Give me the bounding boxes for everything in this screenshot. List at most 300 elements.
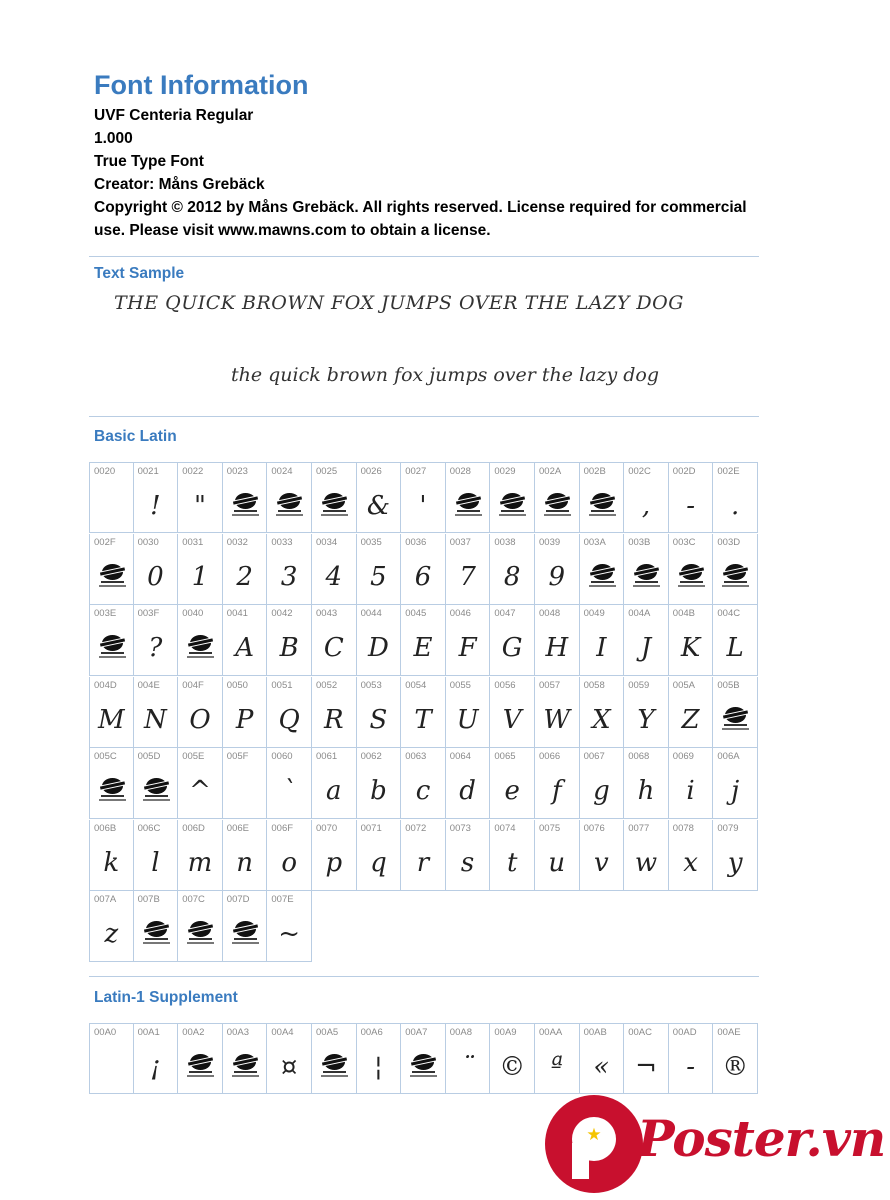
placeholder-badge-icon (232, 493, 259, 519)
glyph-sample: j (731, 776, 740, 806)
glyph-cell (490, 820, 535, 891)
font-version: 1.000 (94, 130, 133, 147)
glyph-sample: 7 (459, 561, 476, 592)
glyph-cell (490, 605, 535, 676)
glyph-code: 0029 (494, 466, 516, 477)
glyph-cell (89, 891, 134, 962)
placeholder-badge-icon (99, 564, 126, 590)
glyph-code: 005B (717, 679, 740, 691)
glyph-code: 0068 (628, 751, 650, 762)
poster-logo-icon: ★ (545, 1095, 643, 1193)
glyph-code: 007E (271, 894, 294, 905)
glyph-code: 00A3 (226, 1027, 249, 1038)
glyph-cell (580, 748, 625, 819)
glyph-code: 0057 (539, 679, 561, 691)
glyph-sample: a (326, 776, 342, 806)
glyph-code: 004A (628, 608, 651, 619)
glyph-code: 0078 (672, 822, 694, 834)
glyph-code: 0020 (94, 466, 116, 477)
glyph-code: 0070 (316, 822, 338, 834)
glyph-code: 0023 (226, 466, 248, 477)
glyph-cell (446, 677, 491, 748)
glyph-code: 0021 (137, 466, 159, 477)
glyph-cell (223, 891, 268, 962)
glyph-code: 0059 (628, 679, 650, 691)
glyph-code: 0048 (539, 608, 561, 619)
glyph-cell (89, 748, 134, 819)
glyph-code: 003E (94, 608, 117, 619)
font-creator: Creator: Måns Grebäck (94, 176, 265, 193)
glyph-cell (312, 534, 357, 605)
glyph-sample: F (458, 633, 477, 663)
glyph-code: 0063 (405, 751, 427, 762)
divider (89, 256, 759, 257)
glyph-sample: O (189, 704, 211, 735)
glyph-grid-latin-1 (89, 1023, 759, 1095)
glyph-sample: V (502, 704, 522, 735)
glyph-code: 0065 (494, 751, 516, 762)
glyph-code: 004B (672, 608, 695, 619)
glyph-cell (89, 462, 134, 533)
placeholder-badge-icon (722, 564, 749, 590)
glyph-sample: E (413, 633, 433, 663)
glyph-code: 004C (717, 608, 741, 619)
glyph-sample: Y (637, 704, 655, 735)
glyph-code: 0031 (182, 536, 204, 548)
glyph-cell (267, 1023, 312, 1094)
glyph-cell (178, 605, 223, 676)
glyph-sample: s (460, 847, 475, 878)
glyph-code: 0025 (316, 466, 338, 477)
placeholder-badge-icon (589, 564, 616, 590)
glyph-cell (357, 534, 402, 605)
placeholder-badge-icon (321, 493, 348, 519)
font-meta (94, 104, 754, 242)
glyph-code: 00AE (717, 1027, 741, 1038)
glyph-code: 0061 (316, 751, 338, 762)
watermark-text: Poster.vn (637, 1109, 886, 1168)
glyph-sample: R (324, 704, 344, 735)
glyph-code: 005C (94, 751, 117, 762)
glyph-code: 006C (137, 822, 161, 834)
glyph-cell (446, 605, 491, 676)
glyph-sample: p (325, 847, 343, 878)
glyph-code: 00A2 (182, 1027, 205, 1038)
glyph-code: 007C (182, 894, 205, 905)
glyph-cell (446, 748, 491, 819)
glyph-cell (401, 605, 446, 676)
glyph-sample: P (235, 704, 254, 735)
glyph-cell (178, 462, 223, 533)
glyph-code: 0069 (672, 751, 694, 762)
glyph-cell (713, 677, 758, 748)
glyph-sample: ¤ (280, 1052, 298, 1082)
placeholder-badge-icon (187, 635, 214, 661)
glyph-sample: C (323, 633, 344, 663)
glyph-cell (490, 1023, 535, 1094)
glyph-code: 007D (226, 894, 250, 905)
glyph-code: 0044 (360, 608, 382, 619)
glyph-code: 0062 (360, 751, 382, 762)
placeholder-badge-icon (232, 1054, 259, 1080)
glyph-sample: ? (148, 633, 163, 663)
glyph-sample: t (506, 847, 518, 878)
glyph-cell (267, 677, 312, 748)
glyph-cell (401, 1023, 446, 1094)
glyph-code: 002B (583, 466, 606, 477)
glyph-sample: 5 (370, 561, 387, 592)
glyph-cell (267, 820, 312, 891)
glyph-code: 005F (226, 751, 249, 762)
glyph-code: 006A (717, 751, 740, 762)
placeholder-badge-icon (678, 564, 705, 590)
glyph-sample: B (279, 633, 299, 663)
glyph-sample: x (683, 847, 698, 878)
glyph-cell (223, 748, 268, 819)
glyph-cell (267, 891, 312, 962)
glyph-cell (535, 462, 580, 533)
glyph-sample: « (593, 1052, 610, 1082)
glyph-sample: 9 (548, 561, 566, 592)
glyph-cell (178, 1023, 223, 1094)
glyph-cell (669, 677, 714, 748)
glyph-sample: i (686, 776, 695, 806)
glyph-cell (357, 677, 402, 748)
glyph-cell (624, 534, 669, 605)
glyph-sample: ® (722, 1052, 749, 1082)
glyph-cell (580, 534, 625, 605)
glyph-code: 003D (717, 536, 741, 548)
glyph-cell (267, 462, 312, 533)
placeholder-badge-icon (499, 493, 526, 519)
glyph-code: 0035 (360, 536, 382, 548)
placeholder-badge-icon (321, 1054, 348, 1080)
glyph-sample: - (686, 491, 695, 521)
glyph-code: 006B (94, 822, 117, 834)
glyph-sample: u (548, 847, 566, 878)
glyph-code: 004E (137, 679, 160, 691)
glyph-sample: X (592, 704, 611, 735)
glyph-code: 005A (672, 679, 695, 691)
glyph-sample: ¡ (150, 1052, 161, 1082)
divider (89, 416, 759, 417)
placeholder-badge-icon (99, 635, 126, 661)
glyph-sample: q (370, 847, 387, 878)
glyph-code: 0058 (583, 679, 605, 691)
glyph-cell (713, 748, 758, 819)
glyph-sample: r (416, 847, 430, 878)
glyph-cell (134, 677, 179, 748)
glyph-cell (535, 677, 580, 748)
glyph-cell (89, 1023, 134, 1094)
glyph-cell (312, 820, 357, 891)
glyph-cell (580, 1023, 625, 1094)
glyph-cell (580, 462, 625, 533)
glyph-sample: , (641, 491, 651, 521)
glyph-sample: d (459, 776, 476, 806)
glyph-sample: ! (150, 491, 161, 521)
placeholder-badge-icon (544, 493, 571, 519)
glyph-code: 0066 (539, 751, 561, 762)
glyph-sample: L (726, 633, 744, 663)
glyph-code: 0050 (226, 679, 248, 691)
glyph-cell (223, 462, 268, 533)
glyph-cell (134, 462, 179, 533)
glyph-cell (312, 462, 357, 533)
glyph-cell (178, 820, 223, 891)
glyph-sample: k (103, 847, 120, 878)
glyph-sample: A (235, 633, 254, 663)
placeholder-badge-icon (276, 493, 303, 519)
glyph-code: 0051 (271, 679, 293, 691)
glyph-sample: W (543, 704, 571, 735)
glyph-sample: G (501, 633, 523, 663)
glyph-code: 0038 (494, 536, 516, 548)
glyph-cell (446, 462, 491, 533)
glyph-cell (401, 748, 446, 819)
glyph-code: 0039 (539, 536, 561, 548)
glyph-code: 0054 (405, 679, 427, 691)
glyph-sample: . (731, 491, 740, 521)
glyph-code: 002E (717, 466, 740, 477)
glyph-sample: m (187, 847, 213, 878)
placeholder-badge-icon (633, 564, 660, 590)
glyph-code: 0053 (360, 679, 382, 691)
glyph-code: 0037 (449, 536, 471, 548)
glyph-code: 005E (182, 751, 205, 762)
glyph-cell (624, 1023, 669, 1094)
glyph-code: 0024 (271, 466, 293, 477)
glyph-cell (401, 462, 446, 533)
glyph-cell (535, 605, 580, 676)
glyph-sample: n (236, 847, 253, 878)
watermark-logo (545, 1095, 886, 1195)
glyph-cell (134, 1023, 179, 1094)
glyph-sample: ¬ (635, 1052, 657, 1082)
glyph-cell (624, 677, 669, 748)
glyph-code: 0026 (360, 466, 382, 477)
glyph-sample: g (593, 776, 610, 806)
glyph-code: 0027 (405, 466, 427, 477)
glyph-cell (134, 748, 179, 819)
glyph-sample: w (634, 847, 658, 878)
glyph-cell (713, 462, 758, 533)
glyph-code: 0045 (405, 608, 427, 619)
glyph-sample: v (594, 847, 609, 878)
glyph-sample: S (369, 704, 388, 735)
glyph-code: 0067 (583, 751, 605, 762)
glyph-sample: l (151, 847, 160, 878)
glyph-cell (267, 748, 312, 819)
glyph-cell (134, 820, 179, 891)
glyph-sample: 0 (147, 561, 164, 592)
placeholder-badge-icon (143, 778, 170, 804)
font-type: True Type Font (94, 153, 204, 170)
sample-lowercase: the quick brown fox jumps over the lazy dog (230, 364, 660, 386)
glyph-cell (312, 748, 357, 819)
glyph-code: 00A1 (137, 1027, 160, 1038)
glyph-cell (446, 820, 491, 891)
glyph-cell (446, 534, 491, 605)
glyph-cell (669, 605, 714, 676)
glyph-code: 0060 (271, 751, 293, 762)
glyph-sample: ¦ (374, 1052, 383, 1082)
glyph-cell (134, 605, 179, 676)
glyph-code: 0022 (182, 466, 204, 477)
glyph-code: 0072 (405, 822, 427, 834)
glyph-cell (267, 534, 312, 605)
glyph-cell (713, 605, 758, 676)
glyph-sample: b (370, 776, 387, 806)
glyph-sample: T (414, 704, 432, 735)
glyph-code: 002F (94, 536, 116, 548)
glyph-sample: ^ (189, 776, 211, 806)
glyph-code: 003B (628, 536, 651, 548)
placeholder-badge-icon (187, 921, 214, 947)
sample-uppercase: THE QUICK BROWN FOX JUMPS OVER THE LAZY DOG (114, 292, 684, 314)
glyph-cell (580, 677, 625, 748)
glyph-cell (401, 677, 446, 748)
placeholder-badge-icon (722, 707, 749, 733)
glyph-code: 003F (137, 608, 160, 619)
glyph-sample: ª (550, 1052, 563, 1082)
font-name: UVF Centeria Regular (94, 107, 254, 124)
glyph-cell (713, 820, 758, 891)
glyph-sample: 4 (325, 561, 343, 592)
glyph-code: 0041 (226, 608, 248, 619)
glyph-cell (669, 1023, 714, 1094)
glyph-cell (223, 534, 268, 605)
glyph-code: 0077 (628, 822, 650, 834)
glyph-cell (312, 605, 357, 676)
glyph-code: 0033 (271, 536, 293, 548)
glyph-sample: ' (419, 491, 427, 521)
glyph-cell (535, 1023, 580, 1094)
glyph-cell (357, 1023, 402, 1094)
glyph-sample: o (281, 847, 298, 878)
glyph-code: 00A9 (494, 1027, 517, 1038)
glyph-sample: J (640, 633, 652, 663)
glyph-code: 0034 (316, 536, 338, 548)
glyph-sample: 3 (280, 561, 298, 592)
glyph-sample: 6 (414, 561, 432, 592)
glyph-sample: ~ (278, 919, 301, 949)
glyph-sample: ¨ (461, 1052, 475, 1082)
glyph-code: 003C (672, 536, 696, 548)
glyph-code: 006F (271, 822, 294, 834)
glyph-code: 004D (94, 679, 117, 691)
glyph-cell (89, 677, 134, 748)
glyph-sample: 8 (503, 561, 521, 592)
glyph-code: 0079 (717, 822, 739, 834)
section-heading-basic-latin: Basic Latin (94, 428, 177, 445)
glyph-cell (624, 748, 669, 819)
glyph-cell (178, 891, 223, 962)
glyph-code: 003A (583, 536, 606, 548)
glyph-code: 004F (182, 679, 204, 691)
placeholder-badge-icon (187, 1054, 214, 1080)
glyph-cell (178, 748, 223, 819)
glyph-sample: Z (681, 704, 700, 735)
glyph-sample: " (194, 491, 206, 521)
glyph-cell (89, 605, 134, 676)
placeholder-badge-icon (455, 493, 482, 519)
glyph-cell (134, 534, 179, 605)
glyph-code: 00AA (539, 1027, 563, 1038)
glyph-cell (267, 605, 312, 676)
placeholder-badge-icon (232, 921, 259, 947)
glyph-sample: M (97, 704, 125, 735)
glyph-code: 002D (672, 466, 696, 477)
glyph-sample: 1 (191, 561, 209, 592)
glyph-cell (401, 820, 446, 891)
glyph-code: 0074 (494, 822, 516, 834)
glyph-code: 00A0 (94, 1027, 117, 1038)
glyph-sample: K (680, 633, 701, 663)
glyph-code: 005D (137, 751, 161, 762)
section-heading-text-sample: Text Sample (94, 265, 185, 282)
glyph-grid-basic-latin (89, 462, 759, 962)
glyph-cell (713, 534, 758, 605)
glyph-sample: D (367, 633, 389, 663)
glyph-code: 00A8 (449, 1027, 472, 1038)
divider (89, 976, 759, 977)
placeholder-badge-icon (143, 921, 170, 947)
glyph-cell (357, 462, 402, 533)
glyph-cell (89, 534, 134, 605)
glyph-cell (357, 748, 402, 819)
glyph-cell (624, 605, 669, 676)
glyph-cell (669, 534, 714, 605)
glyph-cell (134, 891, 179, 962)
glyph-code: 0028 (449, 466, 471, 477)
glyph-code: 00AC (628, 1027, 652, 1038)
glyph-cell (223, 820, 268, 891)
glyph-code: 006D (182, 822, 205, 834)
glyph-code: 0052 (316, 679, 338, 691)
glyph-code: 0046 (449, 608, 471, 619)
glyph-sample: h (637, 776, 655, 806)
glyph-sample: N (144, 704, 167, 735)
glyph-sample: Q (278, 704, 300, 735)
glyph-cell (178, 677, 223, 748)
glyph-sample: © (499, 1052, 526, 1082)
glyph-cell (223, 677, 268, 748)
page-title: Font Information (94, 70, 309, 100)
glyph-code: 00AD (672, 1027, 697, 1038)
glyph-cell (223, 605, 268, 676)
glyph-sample: ` (282, 776, 296, 806)
glyph-cell (312, 677, 357, 748)
glyph-code: 00A7 (405, 1027, 428, 1038)
glyph-cell (490, 748, 535, 819)
glyph-sample: H (545, 633, 569, 663)
glyph-code: 0056 (494, 679, 516, 691)
glyph-cell (535, 820, 580, 891)
glyph-cell (535, 534, 580, 605)
glyph-code: 002A (539, 466, 562, 477)
glyph-code: 00AB (583, 1027, 607, 1038)
glyph-sample: U (456, 704, 479, 735)
glyph-code: 0032 (226, 536, 248, 548)
glyph-sample: I (596, 633, 607, 663)
glyph-sample: & (366, 491, 390, 521)
glyph-sample: y (727, 847, 743, 878)
glyph-sample: e (504, 776, 520, 806)
placeholder-badge-icon (410, 1054, 437, 1080)
placeholder-badge-icon (99, 778, 126, 804)
glyph-cell (446, 1023, 491, 1094)
